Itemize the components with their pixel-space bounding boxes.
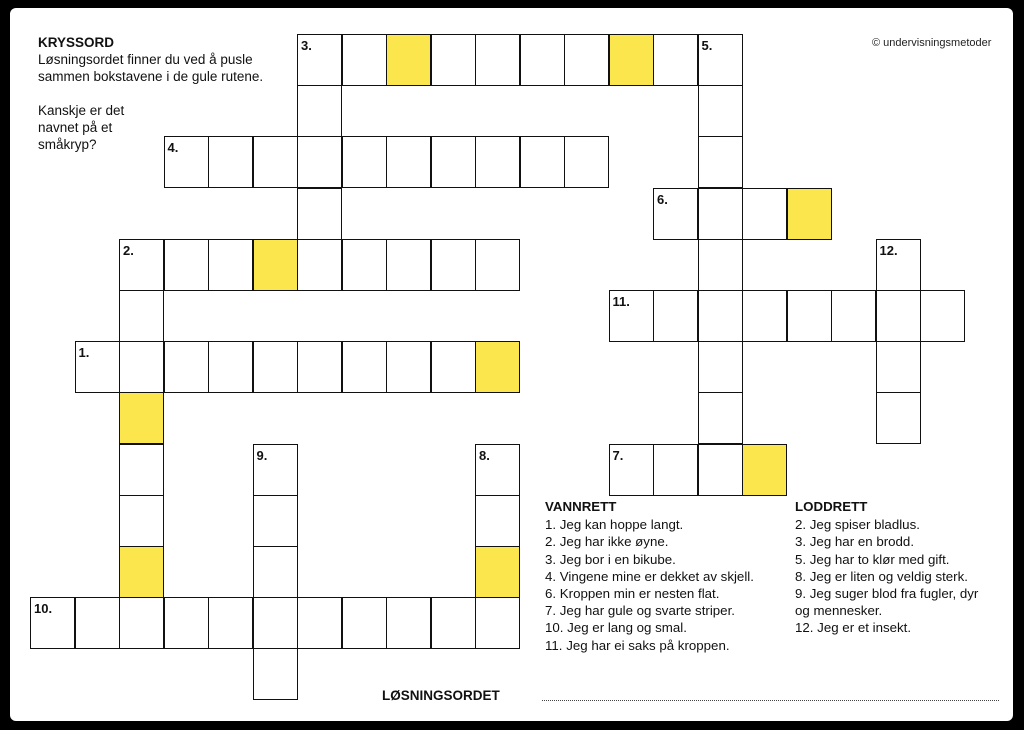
crossword-cell[interactable] bbox=[431, 341, 476, 393]
crossword-cell[interactable] bbox=[164, 136, 209, 188]
crossword-cell-highlighted[interactable] bbox=[119, 392, 164, 444]
crossword-cell[interactable] bbox=[208, 341, 253, 393]
crossword-cell[interactable] bbox=[698, 136, 743, 188]
crossword-cell-highlighted[interactable] bbox=[386, 34, 431, 86]
crossword-cell[interactable] bbox=[297, 34, 342, 86]
crossword-cell-highlighted[interactable] bbox=[742, 444, 787, 496]
clue-down-12: 12. Jeg er et insekt. bbox=[795, 620, 912, 636]
clue-down-3: 3. Jeg har en brodd. bbox=[795, 534, 915, 550]
crossword-cell[interactable] bbox=[342, 239, 387, 291]
clue-across-10: 10. Jeg er lang og smal. bbox=[545, 620, 687, 636]
crossword-cell[interactable] bbox=[30, 597, 75, 649]
clue-across-1: 1. Jeg kan hoppe langt. bbox=[545, 517, 684, 533]
crossword-cell[interactable] bbox=[742, 290, 787, 342]
clue-across-11: 11. Jeg har ei saks på kroppen. bbox=[545, 637, 730, 653]
clues-across bbox=[545, 498, 795, 654]
clue-down-5: 5. Jeg har to klør med gift. bbox=[795, 551, 950, 567]
crossword-cell[interactable] bbox=[119, 444, 164, 496]
crossword-cell[interactable] bbox=[698, 85, 743, 137]
crossword-cell[interactable] bbox=[876, 392, 921, 444]
crossword-cell[interactable] bbox=[253, 546, 298, 598]
crossword-cell[interactable] bbox=[297, 188, 342, 240]
crossword-cell[interactable] bbox=[75, 341, 120, 393]
crossword-cell[interactable] bbox=[119, 239, 164, 291]
crossword-cell[interactable] bbox=[253, 648, 298, 700]
crossword-cell-highlighted[interactable] bbox=[475, 546, 520, 598]
clues-across-heading: VANNRETT bbox=[545, 499, 617, 514]
crossword-cell[interactable] bbox=[698, 188, 743, 240]
crossword-cell-highlighted[interactable] bbox=[475, 341, 520, 393]
crossword-cell-highlighted[interactable] bbox=[609, 34, 654, 86]
clue-down-2: 2. Jeg spiser bladlus. bbox=[795, 517, 920, 533]
crossword-cell[interactable] bbox=[386, 136, 431, 188]
crossword-cell[interactable] bbox=[609, 290, 654, 342]
crossword-cell[interactable] bbox=[297, 136, 342, 188]
crossword-cell-highlighted[interactable] bbox=[119, 546, 164, 598]
crossword-cell[interactable] bbox=[475, 239, 520, 291]
crossword-cell[interactable] bbox=[164, 341, 209, 393]
crossword-cell[interactable] bbox=[119, 341, 164, 393]
crossword-cell[interactable] bbox=[119, 597, 164, 649]
crossword-cell[interactable] bbox=[297, 341, 342, 393]
crossword-cell[interactable] bbox=[253, 444, 298, 496]
entry-number-9: 9. bbox=[256, 447, 268, 463]
crossword-cell[interactable] bbox=[698, 392, 743, 444]
crossword-cell[interactable] bbox=[742, 188, 787, 240]
entry-number-5: 5. bbox=[701, 38, 713, 53]
clues-down-heading: LODDRETT bbox=[795, 499, 868, 514]
crossword-cell[interactable] bbox=[876, 341, 921, 393]
crossword-cell-highlighted[interactable] bbox=[787, 188, 832, 240]
entry-number-2: 2. bbox=[123, 242, 134, 258]
clue-across-6: 6. Kroppen min er nesten flat. bbox=[545, 586, 720, 602]
crossword-cell[interactable] bbox=[698, 290, 743, 342]
crossword-cell[interactable] bbox=[253, 136, 298, 188]
entry-number-6: 6. bbox=[657, 191, 668, 207]
entry-number-11: 11. bbox=[612, 294, 630, 309]
crossword-cell[interactable] bbox=[653, 34, 698, 86]
crossword-cell[interactable] bbox=[119, 495, 164, 547]
crossword-cell[interactable] bbox=[297, 85, 342, 137]
entry-number-3: 3. bbox=[301, 38, 312, 53]
entry-number-8: 8. bbox=[479, 447, 490, 463]
crossword-cell[interactable] bbox=[876, 290, 921, 342]
entry-number-12: 12. bbox=[879, 242, 898, 258]
intro-question: Kanskje er det navnet på et småkryp? bbox=[38, 103, 125, 152]
crossword-cell[interactable] bbox=[208, 597, 253, 649]
crossword-cell[interactable] bbox=[431, 597, 476, 649]
crossword-cell[interactable] bbox=[164, 239, 209, 291]
answer-line[interactable] bbox=[542, 700, 999, 701]
clue-down-8: 8. Jeg er liten og veldig sterk. bbox=[795, 568, 968, 584]
crossword-cell[interactable] bbox=[564, 34, 609, 86]
crossword-cell[interactable] bbox=[253, 597, 298, 649]
crossword-cell[interactable] bbox=[653, 290, 698, 342]
crossword-cell-highlighted[interactable] bbox=[253, 239, 298, 291]
crossword-cell[interactable] bbox=[431, 34, 476, 86]
crossword-cell[interactable] bbox=[342, 34, 387, 86]
crossword-cell[interactable] bbox=[431, 136, 476, 188]
entry-number-4: 4. bbox=[167, 140, 179, 156]
crossword-cell[interactable] bbox=[920, 290, 965, 342]
entry-number-7: 7. bbox=[612, 447, 624, 463]
crossword-cell[interactable] bbox=[653, 444, 698, 496]
crossword-cell[interactable] bbox=[475, 136, 520, 188]
crossword-cell[interactable] bbox=[475, 597, 520, 649]
crossword-cell[interactable] bbox=[698, 341, 743, 393]
crossword-cell[interactable] bbox=[475, 495, 520, 547]
crossword-cell[interactable] bbox=[386, 597, 431, 649]
crossword-cell[interactable] bbox=[297, 239, 342, 291]
crossword-cell[interactable] bbox=[876, 239, 921, 291]
copyright-text: © undervisningsmetoder bbox=[872, 37, 992, 49]
crossword-cell[interactable] bbox=[342, 341, 387, 393]
clue-across-4: 4. Vingene mine er dekket av skjell. bbox=[545, 568, 754, 584]
crossword-cell[interactable] bbox=[831, 290, 876, 342]
crossword-cell[interactable] bbox=[698, 239, 743, 291]
crossword-cell[interactable] bbox=[475, 444, 520, 496]
crossword-cell[interactable] bbox=[609, 444, 654, 496]
crossword-cell[interactable] bbox=[164, 597, 209, 649]
crossword-cell[interactable] bbox=[342, 136, 387, 188]
crossword-cell[interactable] bbox=[253, 341, 298, 393]
clue-across-3: 3. Jeg bor i en bikube. bbox=[545, 551, 676, 567]
clue-across-7: 7. Jeg har gule og svarte striper. bbox=[545, 603, 735, 619]
crossword-cell[interactable] bbox=[564, 136, 609, 188]
worksheet bbox=[10, 8, 1013, 721]
crossword-cell[interactable] bbox=[208, 239, 253, 291]
crossword-cell[interactable] bbox=[342, 597, 387, 649]
crossword-cell[interactable] bbox=[698, 34, 743, 86]
crossword-cell[interactable] bbox=[520, 34, 565, 86]
crossword-cell[interactable] bbox=[386, 341, 431, 393]
crossword-cell[interactable] bbox=[253, 495, 298, 547]
crossword-cell[interactable] bbox=[75, 597, 120, 649]
clues-down bbox=[795, 498, 995, 637]
intro-instructions: Løsningsordet finner du ved å pusle sammen bokstavene i de gule rutene. bbox=[38, 52, 264, 84]
puzzle-title: KRYSSORD bbox=[38, 35, 115, 50]
crossword-cell[interactable] bbox=[787, 290, 832, 342]
crossword-cell[interactable] bbox=[698, 444, 743, 496]
entry-number-10: 10. bbox=[34, 601, 53, 617]
crossword-cell[interactable] bbox=[520, 136, 565, 188]
clue-down-9: 9. Jeg suger blod fra fugler, dyr og mennesker. bbox=[795, 586, 979, 619]
crossword-cell[interactable] bbox=[431, 239, 476, 291]
crossword-cell[interactable] bbox=[297, 597, 342, 649]
crossword-cell[interactable] bbox=[208, 136, 253, 188]
crossword-cell[interactable] bbox=[386, 239, 431, 291]
entry-number-1: 1. bbox=[78, 345, 90, 361]
answer-label: LØSNINGSORDET bbox=[382, 688, 500, 703]
crossword-cell[interactable] bbox=[119, 290, 164, 342]
crossword-cell[interactable] bbox=[475, 34, 520, 86]
clue-across-2: 2. Jeg har ikke øyne. bbox=[545, 534, 669, 550]
crossword-cell[interactable] bbox=[653, 188, 698, 240]
